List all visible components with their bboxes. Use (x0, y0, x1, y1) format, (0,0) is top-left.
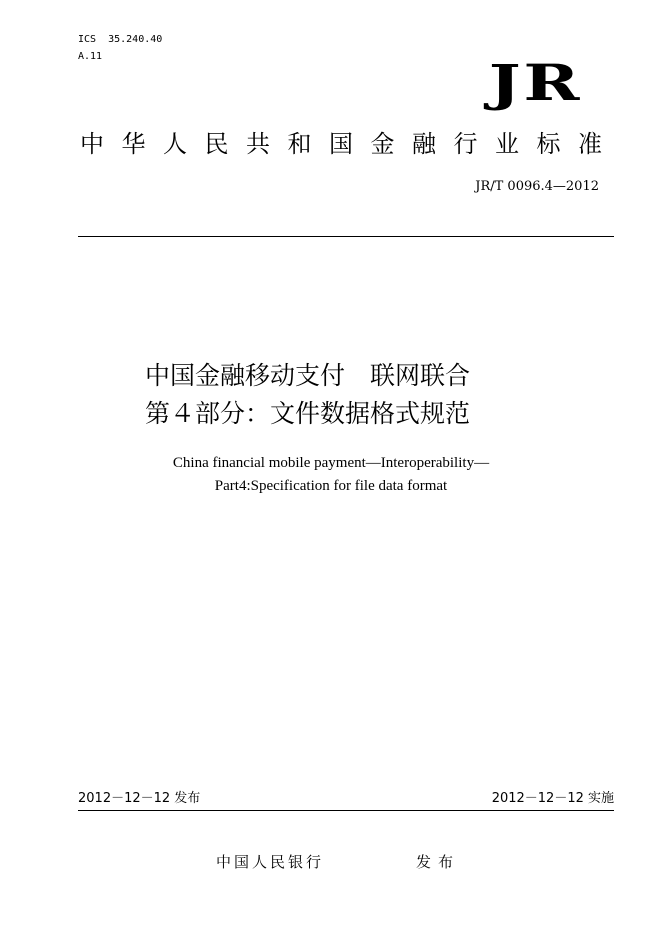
document-title-en-line2: Part4:Specification for file data format (214, 478, 448, 494)
jr-logo: JR (488, 53, 582, 112)
publish-date: 2012－12－12 发布 (78, 791, 201, 806)
ics-code: ICS 35.240.40 (78, 34, 163, 45)
footer-divider (78, 810, 614, 811)
document-title-zh-line2: 第４部分：文件数据格式规范 (145, 399, 471, 428)
document-title-zh-line1: 中国金融移动支付 联网联合 (145, 361, 471, 390)
header-divider (78, 236, 614, 237)
document-title-en-line1: China financial mobile payment—Interoperability— (172, 455, 490, 471)
standard-category-title: 中华人民共和国金融行业标准 (80, 130, 620, 158)
standard-code: JR/T 0096.4—2012 (475, 179, 599, 194)
issuing-authority: 中国人民银行 (216, 853, 325, 871)
classification-code: A.11 (78, 51, 103, 62)
effective-date: 2012－12－12 实施 (491, 791, 614, 806)
issue-label: 发布 (416, 853, 461, 871)
